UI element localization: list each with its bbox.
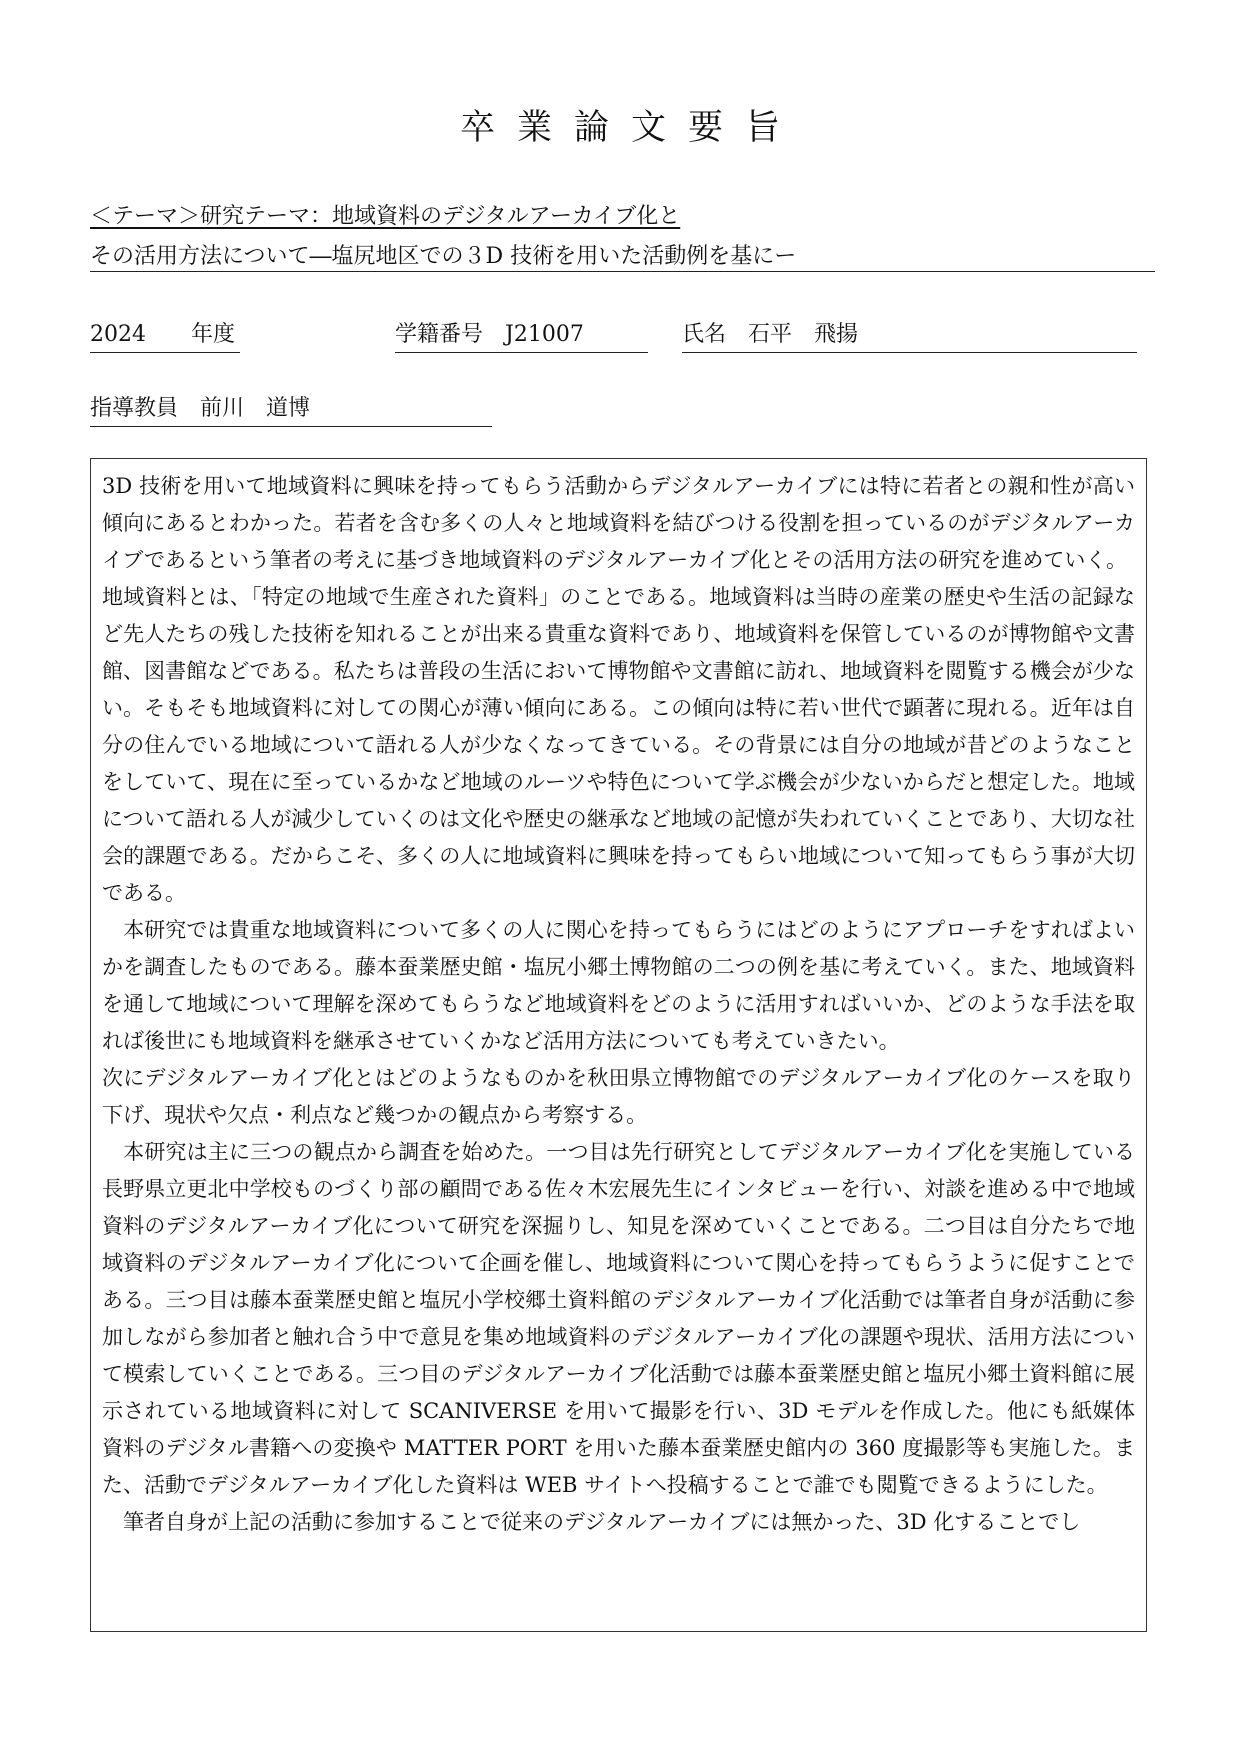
theme-line-1: ＜テーマ＞研究テーマ：地域資料のデジタルアーカイブ化と <box>90 204 681 229</box>
abstract-paragraph: 地域資料とは、「特定の地域で生産された資料」のことである。地域資料は当時の産業の歴史や生活の記録など先人たちの残した技術を知れることが出来る貴重な資料であり、地域資料を保管しているのが博物館や文書館、図書館などである。私たちは普段の生活において博物館や文書館に訪れ、地域資料を閲覧する機会が少ない。そもそも地域資料に対しての関心が薄い傾向にある。この傾向は特に若い世代で顕著に現れる。近年は自分の住んでいる地域について語れる人が少なくなってきている。その背景には自分の地域が昔どのようなことをしていて、現在に至っているかなど地域のルーツや特色について学ぶ機会が少ないからだと想定した。地域について語れる人が減少していくのは文化や歴史の継承など地域の記憶が失われていくことであり、大切な社会的課題である。だからこそ、多くの人に地域資料に興味を持ってもらい地域について知ってもらう事が大切である。 <box>102 585 1135 905</box>
advisor-label: 指導教員 <box>90 396 179 421</box>
student-id-label: 学籍番号 <box>395 322 484 347</box>
theme-underline <box>90 271 1155 272</box>
student-id-value: J21007 <box>505 322 584 347</box>
theme-line-2: その活用方法について―塩尻地区での３D 技術を用いた活動例を基にー <box>90 244 797 269</box>
name-field <box>682 320 1137 353</box>
year-value: 2024 <box>90 322 146 347</box>
name-value: 石平 飛揚 <box>748 322 859 347</box>
abstract-paragraph: 筆者自身が上記の活動に参加することで従来のデジタルアーカイブには無かった、3D 化することでし <box>102 1510 1081 1534</box>
advisor-value: 前川 道博 <box>200 396 311 421</box>
name-label: 氏名 <box>682 322 727 347</box>
abstract-paragraph: 3D 技術を用いて地域資料に興味を持ってもらう活動からデジタルアーカイブには特に若者との親和性が高い傾向にあるとわかった。若者を含む多くの人々と地域資料を結びつける役割を担っているのがデジタルアーカイブであるという筆者の考えに基づき地域資料のデジタルアーカイブ化とその活用方法の研究を進めていく。 <box>102 474 1135 572</box>
page-title: 卒業論文要旨 <box>459 108 802 148</box>
advisor-field <box>90 394 492 427</box>
abstract-paragraph: 本研究は主に三つの観点から調査を始めた。一つ目は先行研究としてデジタルアーカイブ化を実施している長野県立更北中学校ものづくり部の顧問である佐々木宏展先生にインタビューを行い、対談を進める中で地域資料のデジタルアーカイブ化について研究を深掘りし、知見を深めていくことである。二つ目は自分たちで地域資料のデジタルアーカイブ化について企画を催し、地域資料について関心を持ってもらうように促すことである。三つ目は藤本蚕業歴史館と塩尻小学校郷土資料館のデジタルアーカイブ化活動では筆者自身が活動に参加しながら参加者と触れ合う中で意見を集め地域資料のデジタルアーカイブ化の課題や現状、活用方法について模索していくことである。三つ目のデジタルアーカイブ化活動では藤本蚕業歴史館と塩尻小郷土資料館に展示されている地域資料に対して SCANIVERSE を用いて撮影を行い、3D モデルを作成した。他にも紙媒体資料のデジタル書籍への変換や MATTER PORT を用いた藤本蚕業歴史館内の 360 度撮影等も実施した。また、活動でデジタルアーカイブ化した資料は WEB サイトへ投稿することで誰でも閲覧できるようにした。 <box>102 1140 1135 1497</box>
abstract-paragraph: 本研究では貴重な地域資料について多くの人に関心を持ってもらうにはどのようにアプローチをすればよいかを調査したものである。藤本蚕業歴史館・塩尻小郷土博物館の二つの例を基に考えていく。また、地域資料を通して地域について理解を深めてもらうなど地域資料をどのように活用すればいいか、どのような手法を取れば後世にも地域資料を継承させていくかなど活用方法についても考えていきたい。 <box>102 918 1135 1053</box>
year-field <box>90 320 240 353</box>
abstract-box <box>90 458 1147 1632</box>
student-id-field <box>395 320 648 353</box>
abstract-paragraph: 次にデジタルアーカイブ化とはどのようなものかを秋田県立博物館でのデジタルアーカイブ化のケースを取り下げ、現状や欠点・利点など幾つかの観点から考察する。 <box>102 1066 1135 1127</box>
year-label: 年度 <box>191 322 236 347</box>
